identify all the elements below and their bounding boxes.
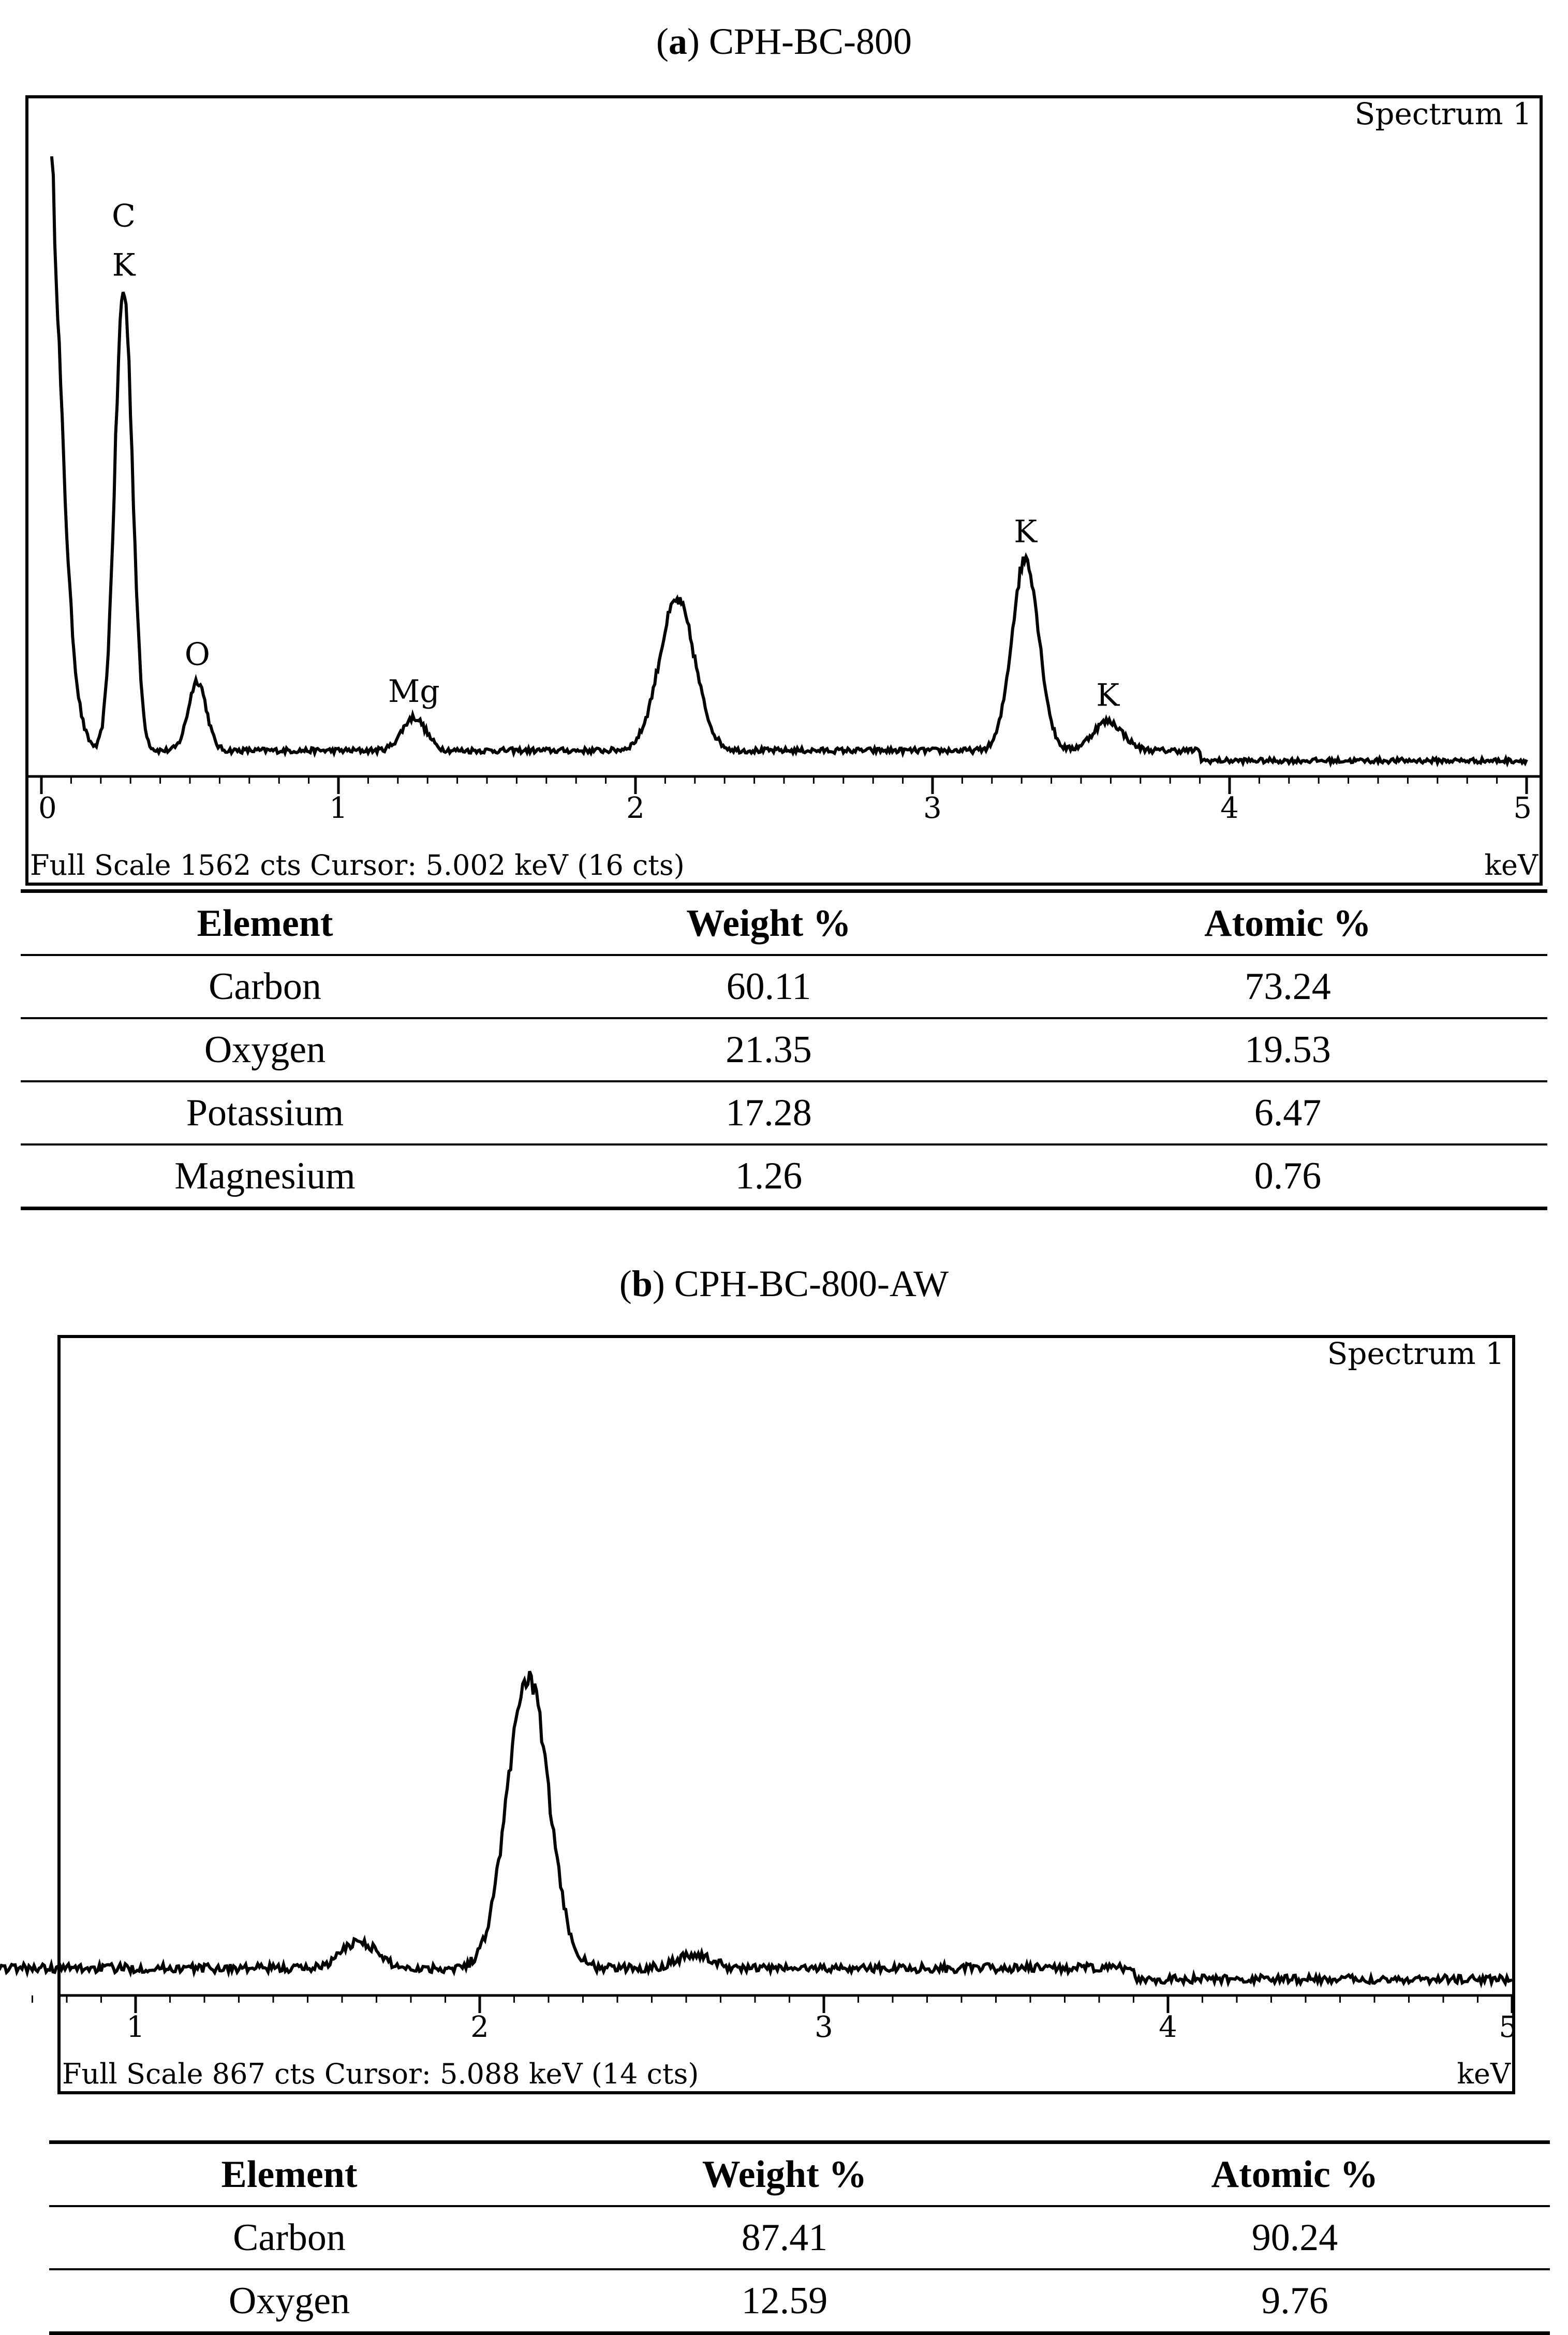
spectrum-a-plot [26, 96, 1542, 885]
table-b [49, 2140, 1550, 2335]
spectrum-a-unit: keV [1484, 849, 1538, 882]
table-a-cell: Magnesium [21, 1144, 509, 1209]
peak-label: K [112, 247, 136, 284]
table-a-cell: 21.35 [509, 1018, 1028, 1081]
table-a-header [21, 891, 1547, 956]
spectrum-b-plot [58, 1335, 1515, 2094]
panel-b-label: b [631, 1263, 653, 1304]
table-row [49, 2269, 1550, 2333]
panel-a-sample: CPH-BC-800 [708, 21, 912, 62]
table-a-cell: 6.47 [1028, 1081, 1547, 1144]
x-tick-label: 3 [815, 2010, 833, 2044]
table-row [21, 955, 1547, 1018]
table-a-header-atomic: Atomic % [1028, 891, 1547, 956]
spectrum-a-name: Spectrum 1 [1354, 96, 1532, 131]
x-tick-label: 0 [38, 791, 57, 825]
x-tick-label: 2 [626, 791, 645, 825]
table-a-cell: 19.53 [1028, 1018, 1547, 1081]
table-a-cell: 73.24 [1028, 955, 1547, 1018]
table-a [21, 889, 1547, 1210]
panel-b-sample: CPH-BC-800-AW [674, 1263, 949, 1304]
table-b-header-weight: Weight % [529, 2142, 1040, 2207]
spectrum-b-name: Spectrum 1 [1327, 1336, 1504, 1371]
table-row [49, 2206, 1550, 2269]
table-a-cell: Potassium [21, 1081, 509, 1144]
table-b-cell: 90.24 [1040, 2206, 1550, 2269]
spectrum-b-unit: keV [1457, 2058, 1511, 2090]
spectrum-b [58, 1335, 1515, 2094]
table-row [21, 1081, 1547, 1144]
x-tick-label: 4 [1220, 791, 1239, 825]
panel-a-label: a [668, 21, 687, 62]
panel-a-caption: (a) CPH-BC-800 [656, 21, 912, 62]
x-tick-label: 5 [1513, 791, 1532, 825]
table-b-cell: 9.76 [1040, 2269, 1550, 2333]
peak-label: O [184, 636, 210, 673]
table-a-cell: 0.76 [1028, 1144, 1547, 1209]
table-row [21, 1018, 1547, 1081]
table-b-cell: 12.59 [529, 2269, 1040, 2333]
table-b-header [49, 2142, 1550, 2207]
spectrum-a-frame [27, 97, 1541, 884]
x-tick-label: 4 [1159, 2010, 1177, 2044]
table-b-header-element: Element [49, 2142, 529, 2207]
table-a-cell: 60.11 [509, 955, 1028, 1018]
table-a-cell: 1.26 [509, 1144, 1028, 1209]
table-b-cell: Oxygen [49, 2269, 529, 2333]
peak-label: K [1014, 513, 1038, 550]
x-tick-label: 5 [1499, 2010, 1517, 2044]
table-a-cell: Oxygen [21, 1018, 509, 1081]
table-b-cell: 87.41 [529, 2206, 1040, 2269]
spectrum-b-status: Full Scale 867 cts Cursor: 5.088 keV (14 cts) [62, 2058, 699, 2090]
table-a-cell: 17.28 [509, 1081, 1028, 1144]
peak-label: C [112, 198, 136, 234]
spectrum-a-status: Full Scale 1562 cts Cursor: 5.002 keV (16 cts) [30, 849, 685, 882]
x-tick-label: 2 [470, 2010, 489, 2044]
table-a-header-element: Element [21, 891, 509, 956]
table-a-header-weight: Weight % [509, 891, 1028, 956]
peak-label: K [1096, 677, 1120, 714]
table-b-header-atomic: Atomic % [1040, 2142, 1550, 2207]
x-tick-label: 3 [923, 791, 942, 825]
spectrum-a [26, 96, 1542, 885]
peak-label: Mg [388, 673, 440, 710]
table-b-cell: Carbon [49, 2206, 529, 2269]
panel-b-caption: (b) CPH-BC-800-AW [619, 1263, 949, 1304]
x-tick-label: 1 [329, 791, 348, 825]
table-row [21, 1144, 1547, 1209]
x-tick-label: 1 [126, 2010, 145, 2044]
table-a-cell: Carbon [21, 955, 509, 1018]
